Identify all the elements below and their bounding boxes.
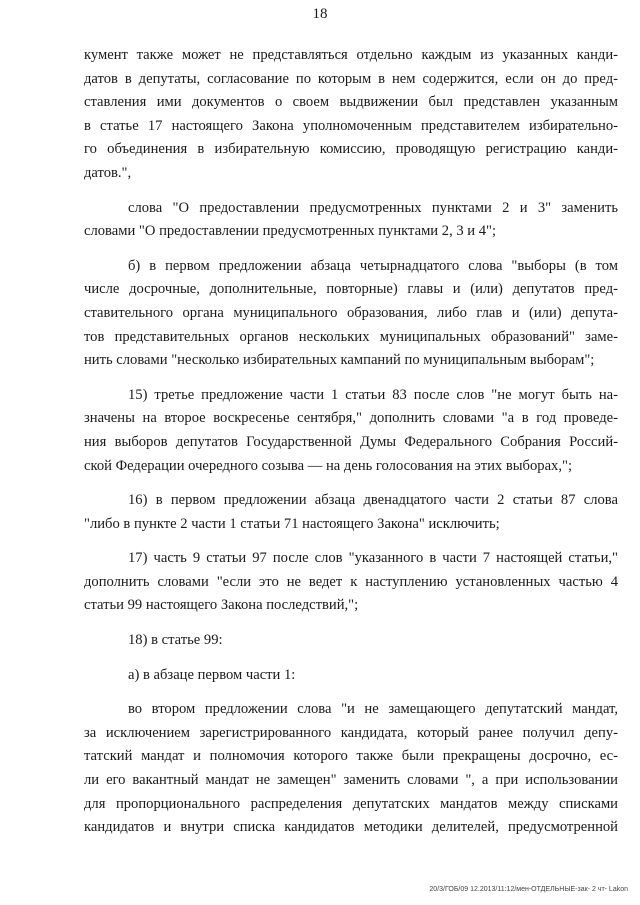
text-line: кумент также может не представляться отдельно каждым из указанных канди- (84, 47, 618, 63)
text-line: числе досрочные, дополнительные, повторные) главы и (или) депутатов пред- (84, 281, 618, 298)
text-line: ставления ими документов о своем выдвижении был представлен указанным (84, 94, 618, 111)
text-line: 15) третье предложение части 1 статьи 83 после слов "не могут быть на- (128, 386, 618, 403)
text-line: б) в первом предложении абзаца четырнадцатого слова "выборы (в том (128, 257, 618, 274)
text-line: "либо в пункте 2 части 1 статьи 71 настоящего Закона" исключить; (84, 515, 500, 532)
text-line: 17) часть 9 статьи 97 после слов "указанного в части 7 настоящей статьи," (128, 550, 618, 567)
text-line: слова "О предоставлении предусмотренных пунктами 2 и 3" заменить (128, 199, 618, 216)
text-line: 16) в первом предложении абзаца двенадцатого части 2 статьи 87 слова (128, 492, 618, 509)
text-line: го объединения в избирательную комиссию, проводящую регистрацию канди- (84, 141, 618, 158)
text-line: кандидатов и внутри списка кандидатов методики делителей, предусмотренной (84, 819, 618, 836)
text-line: ской Федерации очередного созыва — на день голосования на этих выборах,"; (84, 457, 573, 474)
text-line: ния выборов депутатов Государственной Думы Федерального Собрания Россий- (84, 433, 618, 450)
text-line: тов представительных органов нескольких муниципальных образований" заме- (84, 328, 618, 345)
text-line: а) в абзаце первом части 1: (128, 666, 296, 683)
text-line: в статье 17 настоящего Закона уполномоченным представителем избирательно- (84, 117, 618, 134)
text-line: для пропорционального распределения депутатских мандатов между списками (84, 795, 618, 812)
text-line: ставительного органа муниципального образования, либо глав и (или) депута- (84, 304, 618, 321)
footer-file-code: 20/3/ГОБ/09 12.2013/11:12/мен-ОТДЕЛЬНЫЕ-зак- 2 чт- Lakon (429, 886, 628, 893)
text-line: дополнить словами "если это не ведет к наступлению установленных частью 4 (84, 573, 618, 590)
text-line: 18) в статье 99: (128, 632, 223, 649)
text-line: статьи 99 настоящего Закона последствий,"; (84, 597, 359, 614)
text-line: датов.", (84, 164, 132, 181)
document-body (84, 44, 618, 840)
text-line: татский мандат и полномочия которого также были прекращены досрочно, ес- (84, 748, 618, 765)
text-line: нить словами "несколько избирательных кампаний по муниципальным выборам"; (84, 352, 595, 369)
page-number: 18 (312, 6, 328, 22)
text-line: ли его вакантный мандат не замещен" заменить словами ", а при использовании (84, 772, 618, 789)
text-line: словами "О предоставлении предусмотренных пунктами 2, 3 и 4"; (84, 223, 497, 240)
text-line: во втором предложении слова "и не замещающего депутатский мандат, (128, 701, 618, 718)
text-line: за исключением зарегистрированного кандидата, который ранее получил депу- (84, 724, 618, 741)
text-line: датов в депутаты, согласование по которым в нем содержится, если он до пред- (84, 70, 618, 87)
text-line: значены на второе воскресенье сентября," дополнить словами "а в год проведе- (84, 410, 618, 427)
